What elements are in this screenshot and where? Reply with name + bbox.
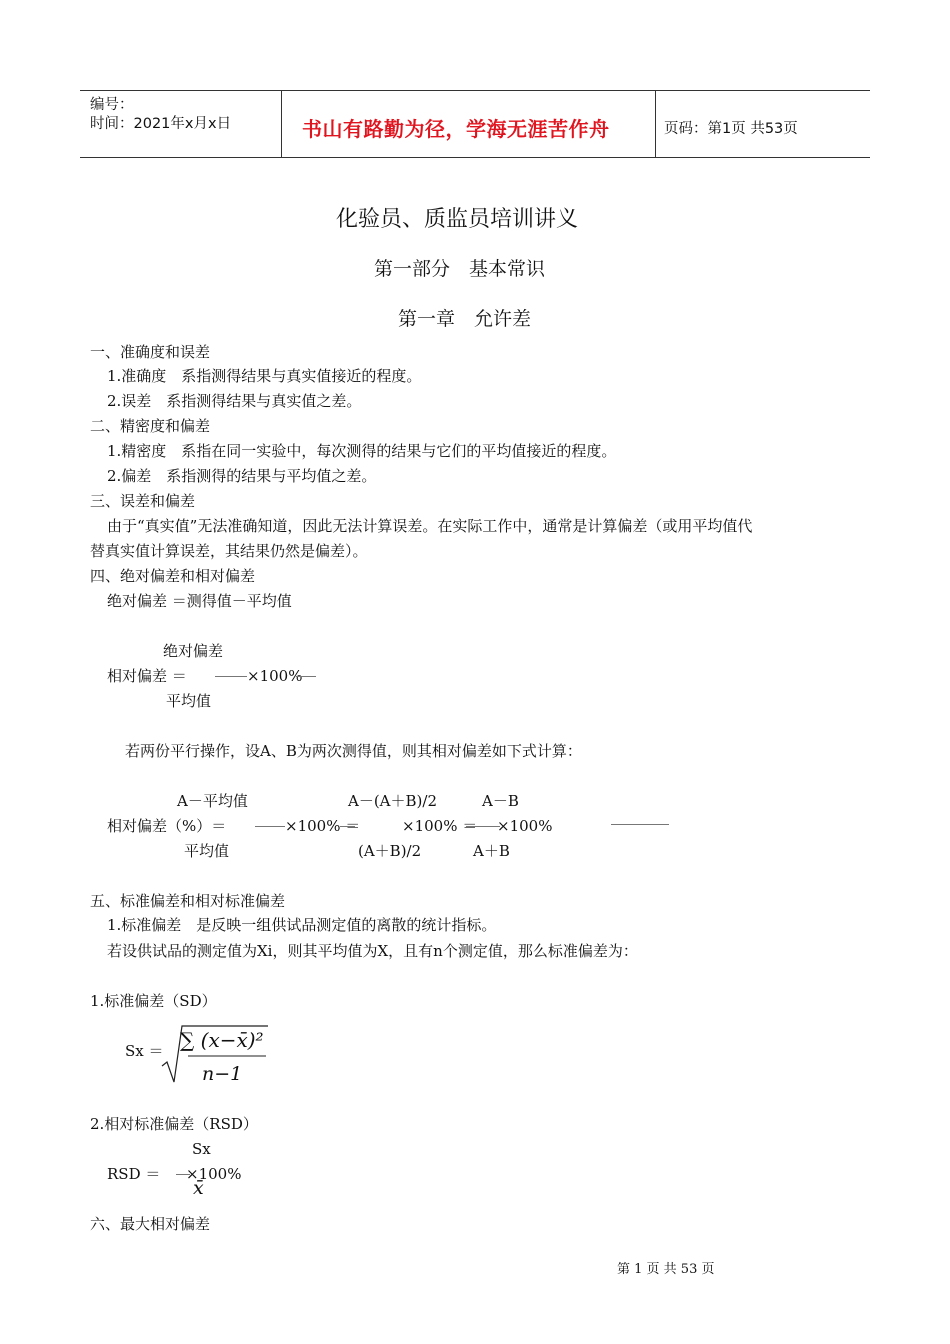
formula2-denominator-3: A＋B [473,842,510,860]
section-heading-4: 四、绝对偏差和相对偏差 [90,567,256,585]
definition-precision: 1.精密度 系指在同一实验中，每次测得的结果与它们的平均值接近的程度。 [107,442,617,460]
rsd-formula-lhs: RSD ＝ [107,1165,161,1183]
formula2-numerator-3: A－B [482,792,519,810]
rsd-formula-multiplier: ×100% [186,1165,242,1183]
paragraph-error-deviation-line1: 由于“真实值”无法准确知道，因此无法计算误差。在实际工作中，通常是计算偏差（或用平均值代 [107,517,753,535]
sd-formula-numerator: ∑ (x−x̄)² [180,1028,264,1052]
sd-formula-lhs: Sx ＝ [125,1042,164,1060]
formula2-fraction-bar-2 [340,826,355,827]
header-number-label: 编号： [90,97,134,113]
header-top-rule [80,90,870,91]
definition-error: 2.误差 系指测得结果与真实值之差。 [107,392,362,410]
formula2-numerator-2: A－(A＋B)/2 [348,792,437,810]
header-motto: 书山有路勤为径，学海无涯苦作舟 [302,117,610,141]
formula-absolute-deviation: 绝对偏差 ＝测得值－平均值 [107,592,292,610]
formula2-multiplier-1: ×100% ＝ [285,817,361,835]
formula-rel-denominator: 平均值 [166,692,212,710]
part-title: 第一部分 基本常识 [374,258,546,280]
section-heading-3: 三、误差和偏差 [90,492,196,510]
formula2-lhs: 相对偏差（%）＝ [107,817,227,835]
sd-formula-denominator: n−1 [202,1063,243,1085]
formula2-numerator-1: A－平均值 [177,792,248,810]
formula2-denominator-1: 平均值 [184,842,230,860]
formula-rel-numerator: 绝对偏差 [163,642,224,660]
section-heading-6: 六、最大相对偏差 [90,1215,211,1233]
header-bottom-rule [80,157,870,158]
subheading-sd: 1.标准偏差（SD） [90,992,217,1010]
formula-rel-multiplier: ×100% [247,667,303,685]
formula2-fraction-bar-1 [255,826,285,827]
header-page-label: 页码：第1页 共53页 [664,121,798,137]
formula2-fraction-bar-stray [611,824,669,825]
section-heading-1: 一、准确度和误差 [90,343,211,361]
header-time-label: 时间：2021年x月x日 [90,116,232,132]
rsd-formula-denominator: x̄ [193,1177,204,1199]
formula2-denominator-2: (A＋B)/2 [358,842,422,860]
page-title: 化验员、质监员培训讲义 [336,207,579,232]
rsd-formula-numerator: Sx [192,1140,211,1158]
section-heading-5: 五、标准偏差和相对标准偏差 [90,892,286,910]
header-divider-2 [655,90,656,157]
header-divider-1 [281,90,282,157]
subheading-rsd: 2.相对标准偏差（RSD） [90,1115,258,1133]
chapter-title: 第一章 允许差 [398,308,532,330]
paragraph-error-deviation-line2: 替真实值计算误差，其结果仍然是偏差）。 [90,542,368,560]
formula-rel-fraction-bar-tail [296,676,316,677]
formula-rel-lhs: 相对偏差 ＝ [107,667,187,685]
formula2-fraction-bar-3 [466,826,500,827]
formula2-multiplier-3: ×100% [497,817,553,835]
definition-accuracy: 1.准确度 系指测得结果与真实值接近的程度。 [107,367,422,385]
footer-page-number: 第 1 页 共 53 页 [617,1262,715,1277]
formula-rel-fraction-bar [215,676,247,677]
formula2-multiplier-2: ×100% ＝ [402,817,478,835]
definition-standard-deviation: 1.标准偏差 是反映一组供试品测定值的离散的统计指标。 [107,916,497,934]
section-heading-2: 二、精密度和偏差 [90,417,211,435]
paragraph-sample-values: 若设供试品的测定值为Xi，则其平均值为X，且有n个测定值，那么标准偏差为： [107,942,638,960]
definition-deviation: 2.偏差 系指测得的结果与平均值之差。 [107,467,377,485]
paragraph-parallel-operation: 若两份平行操作，设A、B为两次测得值，则其相对偏差如下式计算： [125,742,582,760]
